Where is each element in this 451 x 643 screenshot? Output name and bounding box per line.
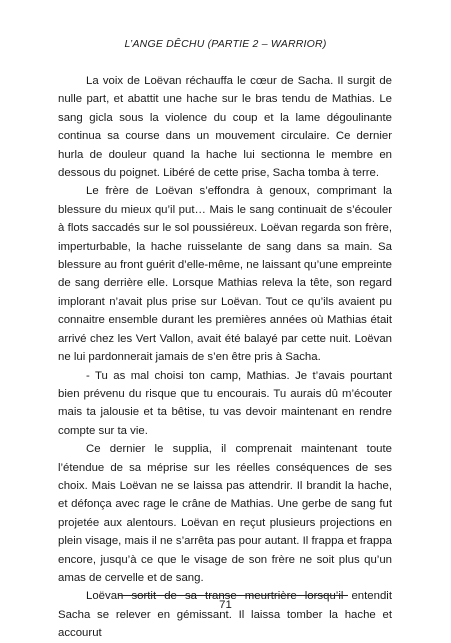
- paragraph: La voix de Loëvan réchauffa le cœur de Sacha. Il surgit de nulle part, et abattit une hache sur le bras tendu de Mathias. Le sang gicla sous la violence du coup et la lame dégoulinante continua sa course dans un mouvement circulaire. Ce dernier hurla de douleur quand la hache lui sectionna le membre en dessous du poignet. Libéré de cette prise, Sacha tomba à terre.: [58, 75, 392, 180]
- paragraph: - Tu as mal choisi ton camp, Mathias. Je t’avais pourtant bien prévenu du risque que tu encourais. Tu aurais dû m’écouter mais ta jalousie et ta bêtise, tu vas devoir maintenant en rendre compte sur ta vie.: [58, 369, 392, 437]
- body-text: [58, 72, 392, 643]
- running-header: L’ANGE DÊCHU (PARTIE 2 – WARRIOR): [124, 38, 327, 50]
- footer-rule: [118, 595, 348, 596]
- page-number: 71: [219, 599, 232, 611]
- paragraph: Loëvan sortit de sa transe meurtrière lorsqu’il entendit Sacha se relever en gémissant. Il laissa tomber la hache et accourut: [58, 590, 392, 640]
- paragraph: Le frère de Loëvan s’effondra à genoux, comprimant la blessure du mieux qu’il put… Mais le sang continuait de s’écouler à flots saccadés sur le sol poussiéreux. Loëvan regarda son frère, imperturbable, la hache ruisselante de sang dans sa main. Sa blessure au front guérit d’elle-même, ne laissant qu’une empreinte de sang derrière elle. Lorsque Mathias releva la tête, son regard implorant n’avait plus prise sur Loëvan. Tout ce qu’ils avaient pu connaitre ensemble durant les premières années où Mathias était arrivé chez les Vert Vallon, avait été balayé par cette nuit. Loëvan ne lui pardonnerait jamais de s’en être pris à Sacha.: [58, 185, 392, 364]
- paragraph: Ce dernier le supplia, il comprenait maintenant toute l’étendue de sa méprise sur les réelles conséquences de ses choix. Mais Loëvan ne se laissa pas attendrir. Il brandit la hache, et défonça avec rage le crâne de Mathias. Une gerbe de sang fut projetée aux alentours. Loëvan en reçut plusieurs projections en plein visage, mais il ne s’arrêta pas pour autant. Il frappa et frappa encore, jusqu’à ce que le visage de son frère ne soit plus qu’un amas de cervelle et de sang.: [58, 443, 392, 584]
